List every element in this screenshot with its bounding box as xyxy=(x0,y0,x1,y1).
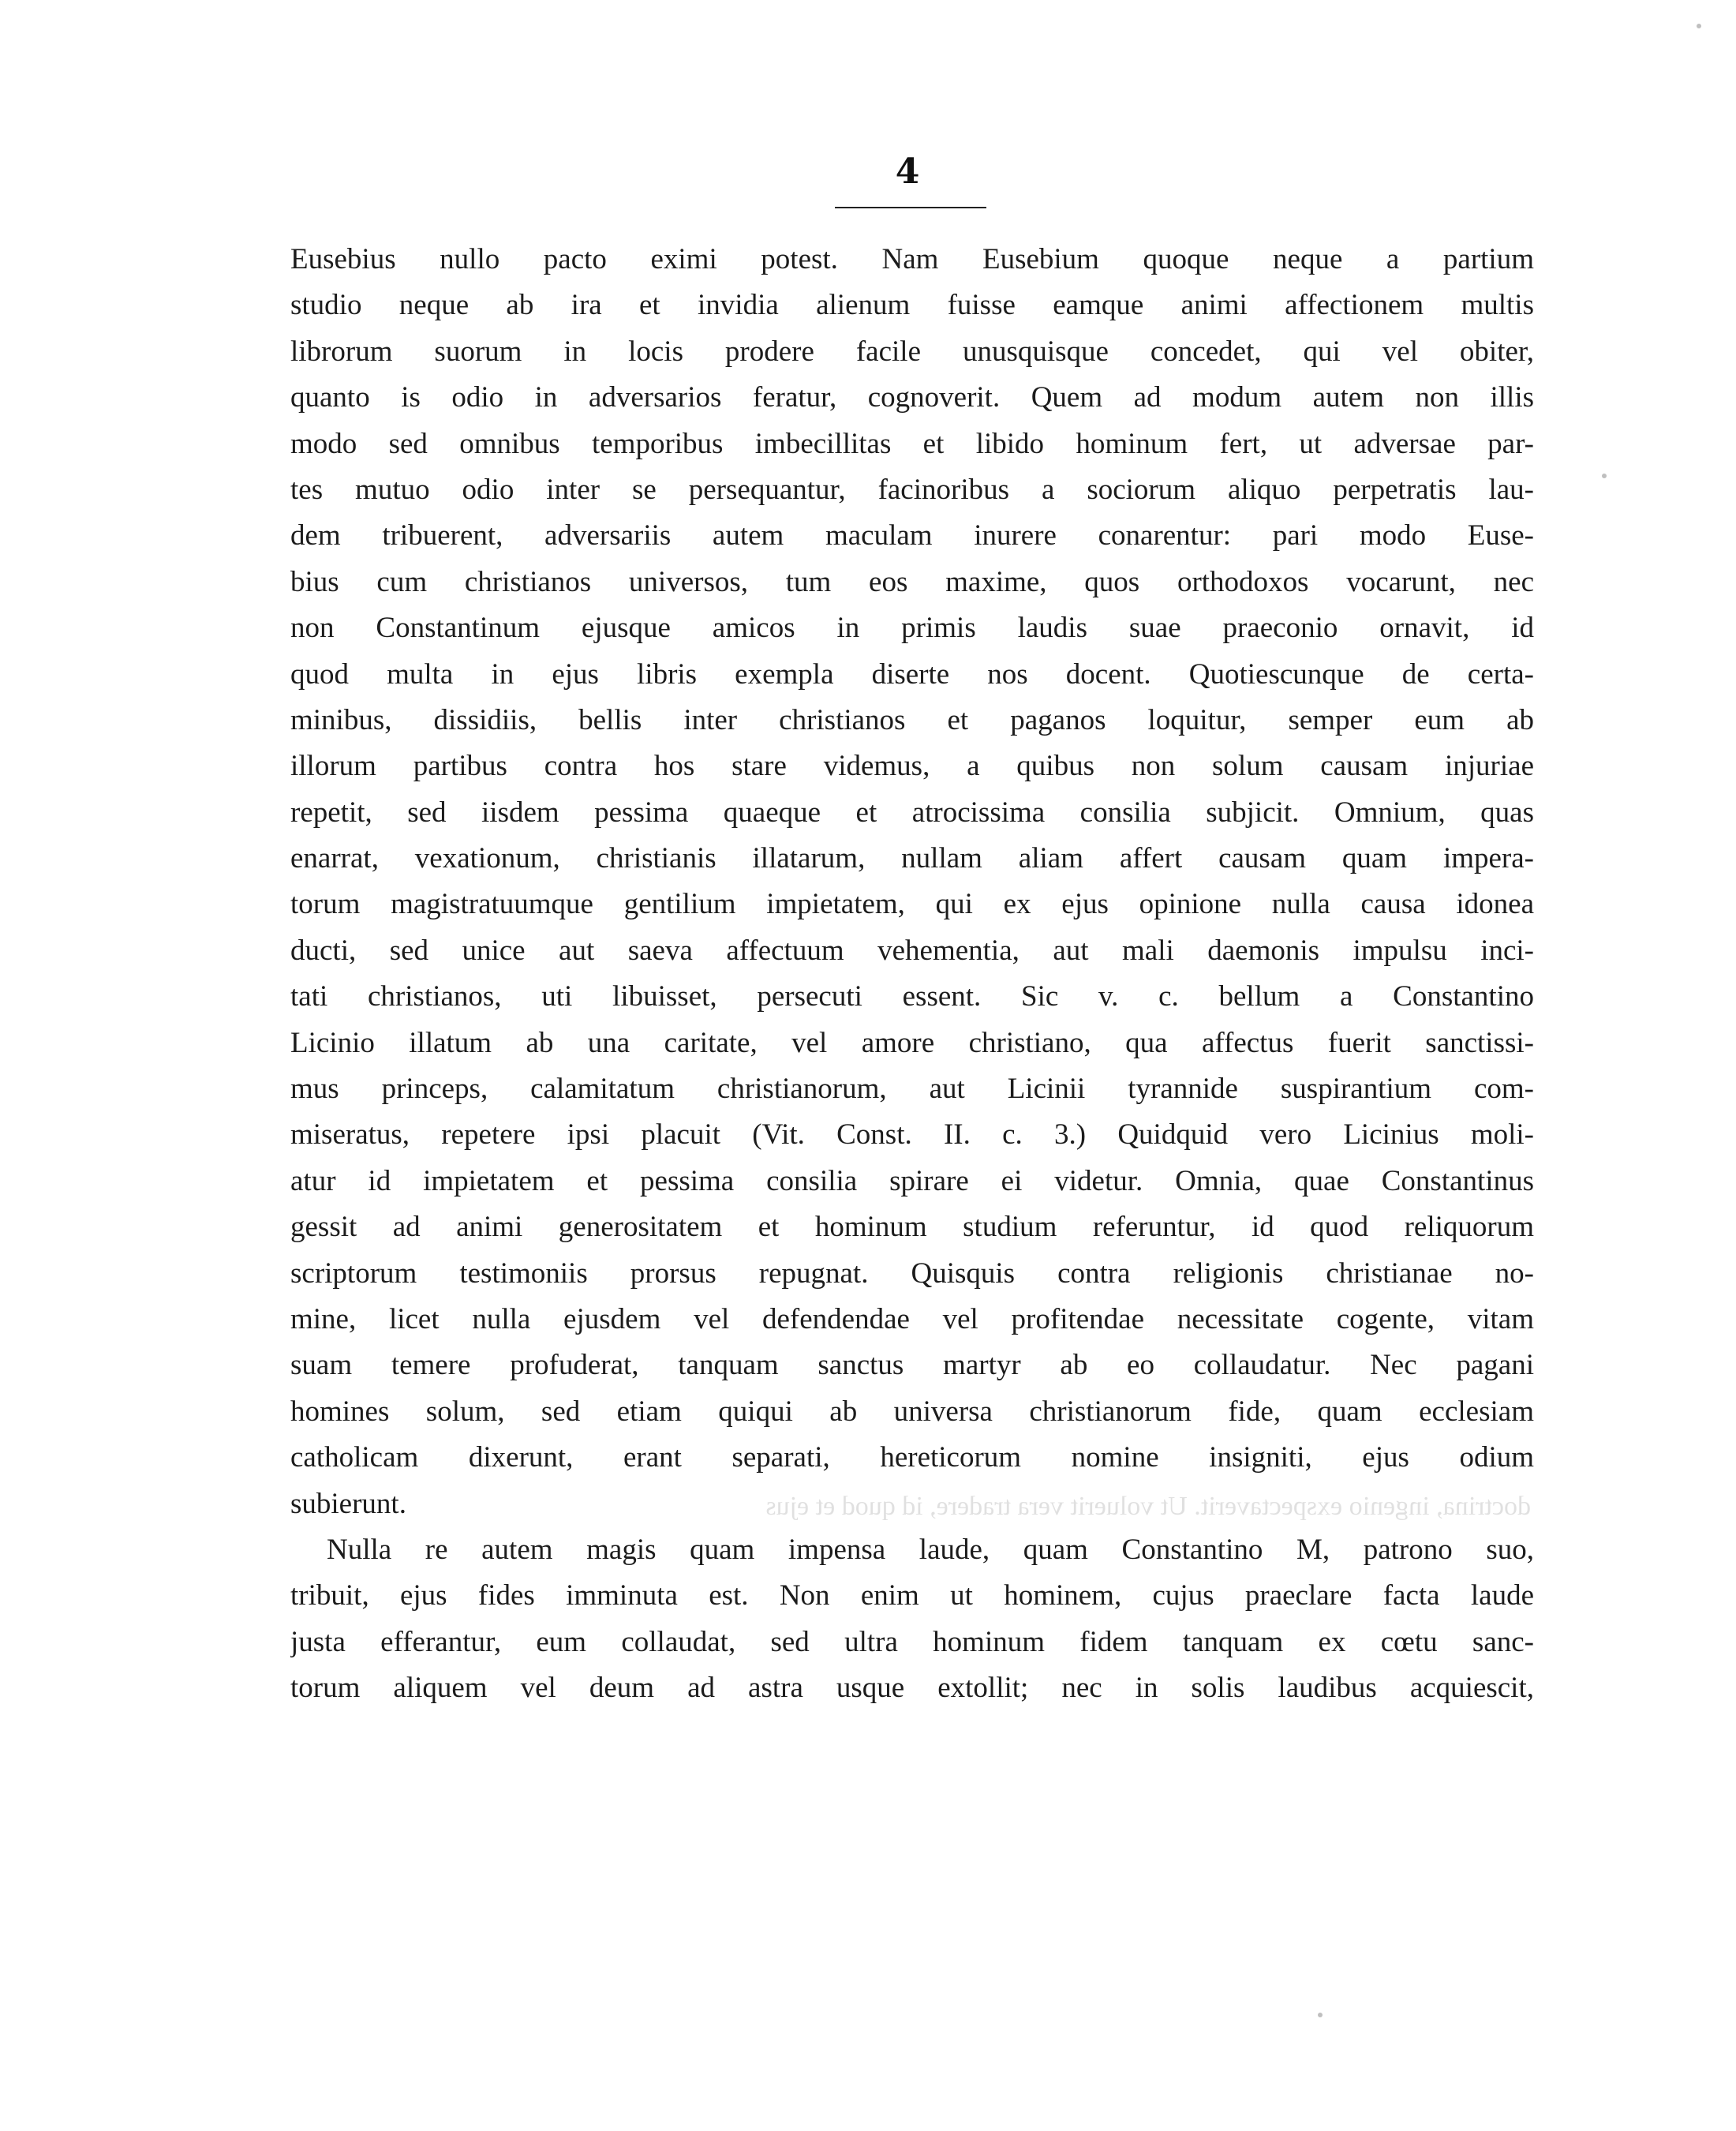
text-line: justa efferantur, eum collaudat, sed ultra hominum fidem tanquam ex cœtu sanc- xyxy=(290,1625,1534,1658)
text-line: repetit, sed iisdem pessima quaeque et atrocissima consilia subjicit. Omnium, quas xyxy=(290,796,1534,829)
text-line: bius cum christianos universos, tum eos maxime, quos orthodoxos vocarunt, nec xyxy=(290,565,1534,598)
text-line: dem tribuerent, adversariis autem maculam inurere conarentur: pari modo Euse- xyxy=(290,519,1534,552)
text-line: enarrat, vexationum, christianis illatarum, nullam aliam affert causam quam impera- xyxy=(290,842,1534,875)
text-line: scriptorum testimoniis prorsus repugnat. Quisquis contra religionis christianae no- xyxy=(290,1257,1534,1290)
text-line: suam temere profuderat, tanquam sanctus martyr ab eo collaudatur. Nec pagani xyxy=(290,1349,1534,1382)
text-line: non Constantinum ejusque amicos in primis laudis suae praeconio ornavit, id xyxy=(290,612,1534,645)
text-line: Eusebius nullo pacto eximi potest. Nam Eusebium quoque neque a partium xyxy=(290,243,1534,275)
text-line: quanto is odio in adversarios feratur, cognoverit. Quem ad modum autem non illis xyxy=(290,381,1534,414)
text-line: tribuit, ejus fides imminuta est. Non enim ut hominem, cujus praeclare facta laude xyxy=(290,1579,1534,1612)
text-line: atur id impietatem et pessima consilia spirare ei videtur. Omnia, quae Constantinus xyxy=(290,1164,1534,1197)
page-number: 4 xyxy=(895,152,920,192)
text-line: librorum suorum in locis prodere facile unusquisque concedet, qui vel obiter, xyxy=(290,335,1534,368)
body-text xyxy=(290,237,1534,1712)
paper-speck xyxy=(1602,474,1607,478)
text-line: illorum partibus contra hos stare videmus, a quibus non solum causam injuriae xyxy=(290,750,1534,783)
text-line: torum aliquem vel deum ad astra usque extollit; nec in solis laudibus acquiescit, xyxy=(290,1672,1534,1705)
text-line: Nulla re autem magis quam impensa laude, quam Constantino M, patrono suo, xyxy=(327,1533,1534,1566)
text-line: Licinio illatum ab una caritate, vel amore christiano, qua affectus fuerit sanctissi- xyxy=(290,1026,1534,1059)
text-line: gessit ad animi generositatem et hominum studium referuntur, id quod reliquorum xyxy=(290,1211,1534,1244)
text-line: homines solum, sed etiam quiqui ab universa christianorum fide, quam ecclesiam xyxy=(290,1395,1534,1428)
paper-speck xyxy=(1697,24,1701,28)
text-line: subierunt. xyxy=(290,1487,406,1520)
header-rule xyxy=(835,207,986,208)
text-line: modo sed omnibus temporibus imbecillitas et libido hominum fert, ut adversae par- xyxy=(290,427,1534,460)
paragraph-2 xyxy=(290,1527,1534,1712)
text-line: miseratus, repetere ipsi placuit (Vit. Const. II. c. 3.) Quidquid vero Licinius moli- xyxy=(290,1118,1534,1152)
text-line: torum magistratuumque gentilium impietatem, qui ex ejus opinione nulla causa idonea xyxy=(290,888,1534,921)
text-line: studio neque ab ira et invidia alienum fuisse eamque animi affectionem multis xyxy=(290,289,1534,322)
text-line: tati christianos, uti libuisset, persecuti essent. Sic v. c. bellum a Constantino xyxy=(290,980,1534,1013)
text-line: quod multa in ejus libris exempla diserte nos docent. Quotiescunque de certa- xyxy=(290,657,1534,691)
text-line: minibus, dissidiis, bellis inter christianos et paganos loquitur, semper eum ab xyxy=(290,703,1534,736)
bleed-through-text: doctrina, ingenio exspectaverit. Ut voluerit vera tradere, id quod et ejus xyxy=(765,1492,1531,1521)
text-line: ducti, sed unice aut saeva affectuum vehementia, aut mali daemonis impulsu inci- xyxy=(290,934,1534,967)
text-line: mine, licet nulla ejusdem vel defendendae vel profitendae necessitate cogente, vitam xyxy=(290,1302,1534,1335)
paper-speck xyxy=(1318,2013,1323,2017)
text-line: catholicam dixerunt, erant separati, hereticorum nomine insigniti, ejus odium xyxy=(290,1441,1534,1474)
text-line: tes mutuo odio inter se persequantur, facinoribus a sociorum aliquo perpetratis lau- xyxy=(290,473,1534,506)
text-line: mus princeps, calamitatum christianorum, aut Licinii tyrannide suspirantium com- xyxy=(290,1073,1534,1106)
paragraph-1 xyxy=(290,237,1534,1527)
